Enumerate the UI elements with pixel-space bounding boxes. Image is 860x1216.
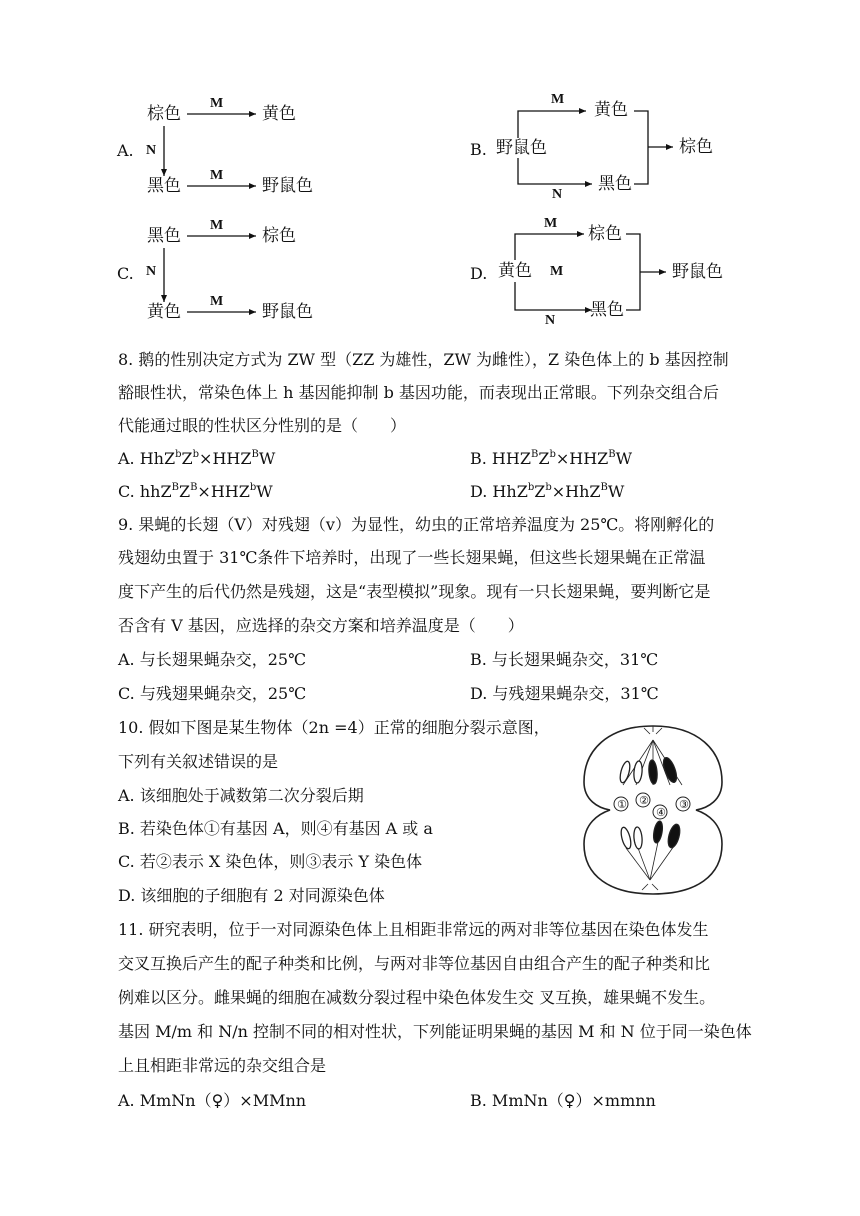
question-text: 9. 果蝇的长翅（V）对残翅（v）为显性，幼虫的正常培养温度为 25℃。将刚孵化的 xyxy=(118,515,715,534)
arrow-label: M xyxy=(550,264,564,279)
option-text: W xyxy=(607,482,625,501)
arrow-label: N xyxy=(146,264,157,279)
option-text: C. hhZ xyxy=(118,482,172,501)
node-text: 棕色 xyxy=(679,137,713,157)
arrow-label: N xyxy=(552,187,563,202)
question-text: 残翅幼虫置于 31℃条件下培养时，出现了一些长翅果蝇，但这些长翅果蝇在正常温 xyxy=(118,548,706,567)
arrow-d-upper xyxy=(515,234,584,260)
option-d[interactable]: D. 与残翅果蝇杂交，31℃ xyxy=(470,684,659,703)
node-text: 黄色 xyxy=(147,302,181,322)
option-text: Z xyxy=(181,449,193,468)
question-text: 豁眼性状，常染色体上 h 基因能抑制 b 基因功能，而表现出正常眼。下列杂交组合后 xyxy=(118,383,719,402)
option-b[interactable]: B. 若染色体①有基因 A，则④有基因 A 或 a xyxy=(118,819,433,838)
arrow-label: M xyxy=(544,216,558,231)
option-d[interactable] xyxy=(470,482,624,502)
option-b[interactable]: B. 与长翅果蝇杂交，31℃ xyxy=(470,650,659,669)
option-label: A. xyxy=(117,141,134,160)
cell-division-figure xyxy=(578,720,728,900)
arrow-d-lower xyxy=(515,282,592,310)
question-text: 否含有 V 基因，应选择的杂交方案和培养温度是（ ） xyxy=(118,616,524,635)
arrow-label: N xyxy=(545,313,556,328)
option-b[interactable]: B. MmNn（♀）×mmnn xyxy=(470,1091,656,1110)
arrow-label: M xyxy=(210,294,224,309)
arrow-b-lower xyxy=(518,158,592,184)
question-text: 基因 M/m 和 N/n 控制不同的相对性状，下列能证明果蝇的基因 M 和 N 位于同一染色体 xyxy=(118,1022,752,1041)
arrow-label: N xyxy=(146,143,157,158)
arrow-label: M xyxy=(551,92,565,107)
option-text: W xyxy=(258,449,276,468)
option-c[interactable]: C. 若②表示 X 染色体，则③表示 Y 染色体 xyxy=(118,852,423,871)
option-c[interactable]: C. 与残翅果蝇杂交，25℃ xyxy=(118,684,307,703)
node-text: 野鼠色 xyxy=(262,176,313,196)
superscript: B xyxy=(600,481,608,493)
superscript: b xyxy=(545,481,552,493)
question-text: 例难以区分。雌果蝇的细胞在减数分裂过程中染色体发生交 叉互换，雄果蝇不发生。 xyxy=(118,988,716,1007)
node-text: 黑色 xyxy=(147,176,181,196)
node-text: 黑色 xyxy=(147,226,181,246)
question-text: 10. 假如下图是某生物体（2n =4）正常的细胞分裂示意图， xyxy=(118,718,550,737)
superscript: b xyxy=(175,448,182,460)
option-text: ×HHZ xyxy=(197,482,250,501)
option-text: Z xyxy=(178,482,191,501)
option-a[interactable]: A. 该细胞处于减数第二次分裂后期 xyxy=(118,786,364,805)
question-text: 8. 鹅的性别决定方式为 ZW 型（ZZ 为雄性，ZW 为雌性），Z 染色体上的 b 基因控制 xyxy=(118,350,729,369)
option-text: D. HhZ xyxy=(470,482,528,501)
option-c[interactable] xyxy=(118,482,273,502)
option-a[interactable]: A. MmNn（♀）×MMnn xyxy=(118,1091,307,1110)
node-text: 野鼠色 xyxy=(672,262,723,282)
option-text: W xyxy=(615,449,633,468)
option-label: D. xyxy=(470,264,488,283)
node-text: 黄色 xyxy=(498,261,532,281)
superscript: b xyxy=(527,481,535,493)
option-text: Z xyxy=(538,449,550,468)
superscript: b xyxy=(249,481,257,493)
superscript: B xyxy=(171,481,179,493)
arrow-label: M xyxy=(210,218,224,233)
option-d[interactable]: D. 该细胞的子细胞有 2 对同源染色体 xyxy=(118,886,385,905)
arrow-label: M xyxy=(210,168,224,183)
question-text: 11. 研究表明，位于一对同源染色体上且相距非常远的两对非等位基因在染色体发生 xyxy=(118,920,709,939)
node-text: 野鼠色 xyxy=(262,302,313,322)
arrow-label: M xyxy=(210,96,224,111)
option-b[interactable] xyxy=(470,449,632,469)
option-text: W xyxy=(256,482,273,501)
option-text: ×HHZ xyxy=(555,449,609,468)
question-text: 度下产生的后代仍然是残翅，这是“表型模拟”现象。现有一只长翅果蝇，要判断它是 xyxy=(118,582,711,601)
question-text: 代能通过眼的性状区分性别的是（ ） xyxy=(118,416,407,435)
superscript: B xyxy=(608,448,616,460)
option-label: C. xyxy=(117,264,134,283)
node-text: 野鼠色 xyxy=(496,138,547,158)
question-text: 上且相距非常远的杂交组合是 xyxy=(118,1056,327,1075)
option-text: A. HhZ xyxy=(118,449,176,468)
node-text: 棕色 xyxy=(262,226,296,246)
bracket-d xyxy=(626,234,640,310)
node-text: 黑色 xyxy=(590,300,624,320)
node-text: 棕色 xyxy=(147,104,181,124)
figure-label: ① xyxy=(617,798,627,811)
option-text: ×HHZ xyxy=(199,449,252,468)
bracket-b xyxy=(634,111,648,184)
node-text: 黄色 xyxy=(262,104,296,124)
option-a[interactable] xyxy=(118,449,275,469)
question-text: 交叉互换后产生的配子种类和比例，与两对非等位基因自由组合产生的配子种类和比 xyxy=(118,954,711,973)
question-text: 下列有关叙述错误的是 xyxy=(118,752,279,771)
superscript: B xyxy=(530,448,539,460)
node-text: 棕色 xyxy=(588,224,622,244)
figure-label: ② xyxy=(639,794,649,807)
node-text: 黑色 xyxy=(598,174,632,194)
superscript: b xyxy=(549,448,556,460)
figure-label: ③ xyxy=(679,798,689,811)
superscript: B xyxy=(190,481,198,493)
node-text: 黄色 xyxy=(594,100,628,120)
superscript: B xyxy=(251,448,259,460)
superscript: b xyxy=(192,448,200,460)
option-text: B. HHZ xyxy=(470,449,531,468)
option-label: B. xyxy=(470,140,487,159)
option-text: Z xyxy=(534,482,546,501)
arrow-b-upper xyxy=(518,111,586,138)
figure-label: ④ xyxy=(656,806,666,819)
option-text: ×HhZ xyxy=(551,482,601,501)
option-a[interactable]: A. 与长翅果蝇杂交，25℃ xyxy=(118,650,306,669)
